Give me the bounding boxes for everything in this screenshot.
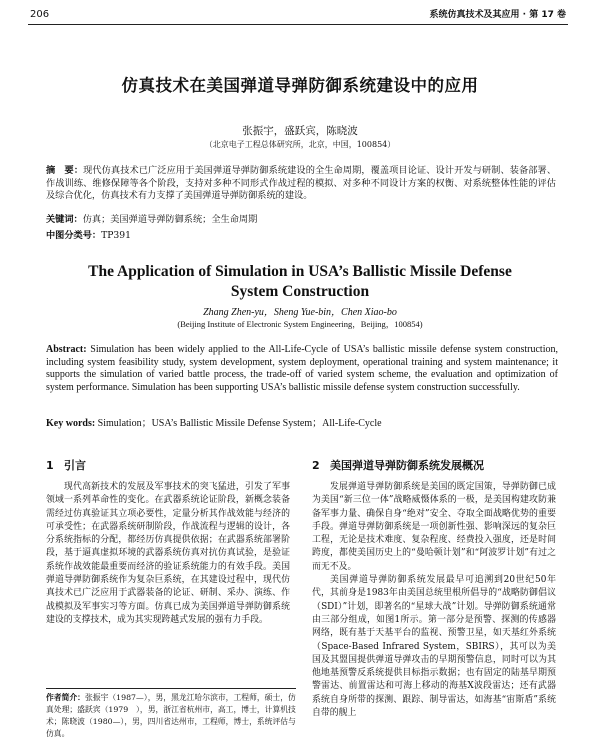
section-title: 引言: [64, 459, 86, 472]
section-heading: [46, 457, 290, 475]
english-keywords-label: Key words:: [46, 418, 96, 429]
english-title: [28, 262, 572, 302]
chinese-keywords-label: 关键词：: [46, 214, 83, 225]
author-footnote: [46, 688, 296, 740]
section-introduction: [46, 457, 290, 636]
chinese-authors: 张振宇，盛跃宾，陈晓波: [242, 125, 358, 137]
paragraph: 美国弹道导弹防御系统发展最早可追溯到20世纪50年代，其前身是1983年由美国总统里根所倡导的“战略防御倡议（SDI）”计划，即著名的“星球大战”计划。导弹防御系统通常由三部分组成，如图1所示。第一部分是预警、探测的传感器网络，既有基于天基平台的监视、预警卫星，如天基红外系统（Space-Based Infrared System，SBIRS），其可以为美国及其盟国提供弹道导弹攻击的早期预警信息，同时可以为其他地基预警反系统提供目标指示数据；也有固定的陆基早期预警雷达、前置雷达和可海上移动的海基X波段雷达；还有武器系统自身所带的探测、跟踪、制导雷达，如海基“宙斯盾”系统自带的舰上: [312, 575, 556, 719]
chinese-affiliation: （北京电子工程总体研究所，北京，中国，100854）: [204, 140, 396, 149]
chinese-abstract: [46, 165, 556, 203]
classification-number: [46, 230, 556, 242]
journal-name: 系统仿真技术及其应用 · 第 17 卷: [429, 10, 566, 20]
section-number: 2: [312, 459, 320, 472]
section-heading: [312, 457, 556, 475]
english-abstract: [46, 344, 558, 395]
running-header: [28, 8, 568, 25]
paragraph: 发展弹道导弹防御系统是美国的既定国策，导弹防御已成为美国“新三位一体”战略威慑体系的一极，是美国构建攻防兼备军事力量、确保自身“绝对”安全、夺取全面战略优势的重要手段。弹道导弹防御系统是一项创新性强、影响深远的复杂巨工程，无论是技术难度、复杂程度、经费投入强度，还是时间跨度，都使美国历史上的“曼哈顿计划”和“阿波罗计划”有过之而无不及。: [312, 482, 556, 572]
chinese-keywords: [46, 214, 556, 226]
page-number: 206: [30, 9, 50, 20]
chinese-title: 仿真技术在美国弹道导弹防御系统建设中的应用: [121, 76, 479, 95]
english-abstract-label: Abstract:: [46, 344, 87, 355]
section-number: 1: [46, 459, 54, 472]
footnote-text: 张振宇（1987—），男，黑龙江哈尔滨市，工程师，硕士，仿真处理；盛跃宾（1979 ），男，浙江省杭州市，高工，博士，计算机技术；陈晓波（1980—），男，四川省达州市，工程师，博士，系统评估与仿真。: [46, 693, 296, 738]
chinese-abstract-text: 现代仿真技术已广泛应用于美国弹道导弹防御系统建设的全生命周期，覆盖项目论证、设计开发与研制、装备部署、作战训练、维修保障等各个阶段，支持对多种不同形式作战过程的模拟、对多种不同设计方案的权衡、对系统整体性能的评估及综合优化，仿真技术有力支撑了美国弹道导弹防御系统的建设。: [46, 165, 557, 201]
english-abstract-text: Simulation has been widely applied to the All-Life-Cycle of USA’s ballistic missile defense system construction, including system feasibility study, system development, system deployment, operational training and system maintenance; it supports the simulation of varied battle process, the trade-off of varied system scheme, the evaluation and optimization of system performance. Simulation has been supporting USA’s ballistic missile defense system construction successfully.: [46, 344, 558, 394]
english-authors: Zhang Zhen-yu，Sheng Yue-bin，Chen Xiao-bo: [203, 307, 397, 318]
classification-value: TP391: [101, 230, 131, 241]
english-keywords-text: Simulation；USA’s Ballistic Missile Defense System；All-Life-Cycle: [97, 418, 382, 429]
section-title: 美国弹道导弹防御系统发展概况: [330, 459, 484, 472]
english-keywords: [46, 418, 558, 430]
footnote-label: 作者简介：: [46, 693, 85, 702]
chinese-keywords-text: 仿真；美国弹道导弹防御系统；全生命周期: [82, 214, 258, 225]
english-title-line-2: System Construction: [230, 283, 370, 300]
english-affiliation: (Beijing Institute of Electronic System Engineering，Beijing，100854): [177, 319, 423, 329]
paragraph: 现代高新技术的发展及军事技术的突飞猛进，引发了军事领域一系列革命性的变化。在武器系统论证阶段，新概念装备需经过仿真验证其立项必要性，定量分析其作战效能与经济的可承受性；在武器系统研制阶段，作战流程与逻辑的设计，各分系统指标的分配，都经历仿真提供依据；在武器系统部署阶段，基于逼真虚拟环境的武器系统仿真对抗仿真试验，是验证系统作战效能最重要而经济的验证系统能力的有效手段。美国弹道导弹防御系统作为复杂巨系统，在其建设过程中，现代仿真技术已广泛应用于武器装备的论证、研制、采办、演练、作战模拟及军事实习等方面。仿真已成为美国弹道导弹防御系统建设的支撑技术，成为其实现跨越式发展的强有力手段。: [46, 482, 290, 625]
english-title-line-1: The Application of Simulation in USA’s Ballistic Missile Defense: [88, 263, 512, 280]
classification-label: 中图分类号：: [46, 230, 102, 241]
chinese-abstract-label: 摘 要：: [46, 165, 84, 176]
section-development-overview: [312, 457, 556, 729]
